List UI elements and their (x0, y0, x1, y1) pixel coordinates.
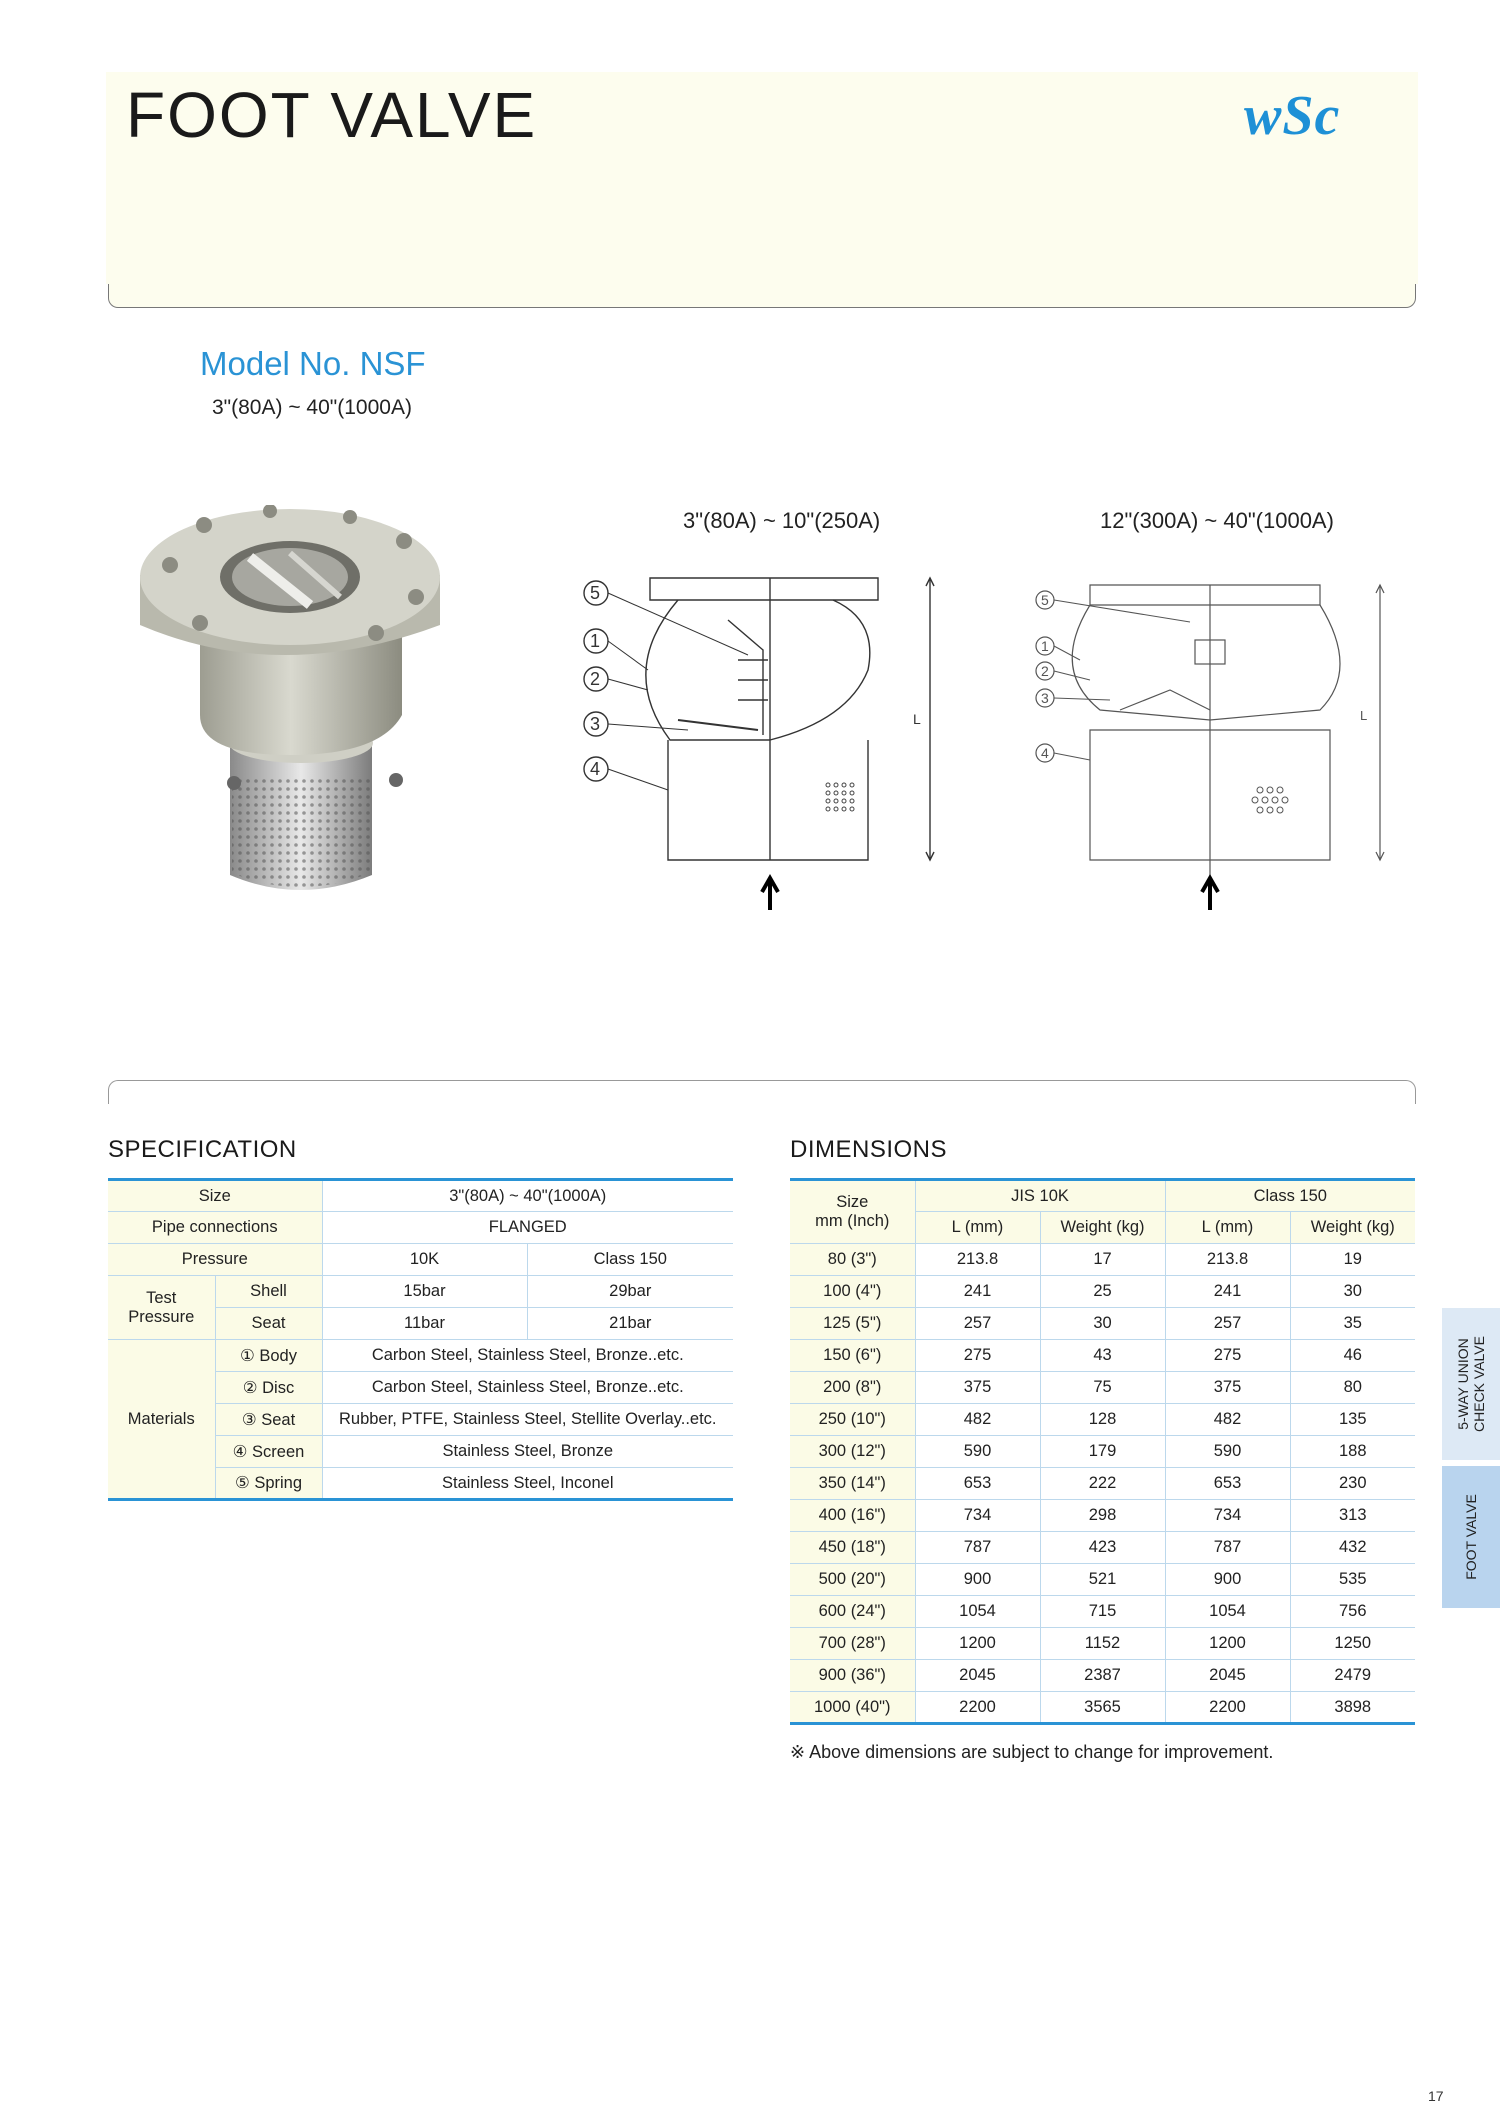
value-cell: 257 (915, 1308, 1040, 1340)
dimensions-table (790, 1178, 1415, 1725)
value-cell: 787 (1165, 1532, 1290, 1564)
table-row (790, 1532, 1415, 1564)
value-cell: 80 (1290, 1372, 1415, 1404)
table-header-row: L (mm) Weight (kg) L (mm) Weight (kg) (790, 1212, 1415, 1244)
size-cell: 150 (6") (790, 1340, 915, 1372)
table-row (790, 1276, 1415, 1308)
brand-logo: wSc (1244, 85, 1341, 147)
size-cell: 900 (36") (790, 1660, 915, 1692)
size-cell: 300 (12") (790, 1436, 915, 1468)
value-cell: 30 (1290, 1276, 1415, 1308)
value-cell: 734 (1165, 1500, 1290, 1532)
value-cell: 375 (1165, 1372, 1290, 1404)
value-cell: 275 (1165, 1340, 1290, 1372)
table-row: Size 3"(80A) ~ 40"(1000A) (108, 1180, 733, 1212)
svg-text:2: 2 (590, 669, 601, 689)
value-cell: 1250 (1290, 1628, 1415, 1660)
value-cell: 213.8 (915, 1244, 1040, 1276)
specification-table (108, 1178, 733, 1501)
side-tab-5-way-union-check-valve[interactable]: 5-WAY UNION CHECK VALVE (1442, 1308, 1500, 1460)
model-range: 3"(80A) ~ 40"(1000A) (212, 396, 412, 419)
size-cell: 250 (10") (790, 1404, 915, 1436)
table-row (790, 1436, 1415, 1468)
value-cell: 46 (1290, 1340, 1415, 1372)
table-row: Seat 11bar 21bar (108, 1308, 733, 1340)
value-cell: 2045 (1165, 1660, 1290, 1692)
value-cell: 179 (1040, 1436, 1165, 1468)
value-cell: 241 (915, 1276, 1040, 1308)
table-row (790, 1692, 1415, 1724)
value-cell: 423 (1040, 1532, 1165, 1564)
drawing-large-caption: 12"(300A) ~ 40"(1000A) (1100, 508, 1334, 533)
table-row: Test Pressure Shell 15bar 29bar (108, 1276, 733, 1308)
value-cell: 2200 (915, 1692, 1040, 1724)
size-cell: 450 (18") (790, 1532, 915, 1564)
value-cell: 1200 (915, 1628, 1040, 1660)
size-header: Size mm (Inch) (790, 1180, 915, 1244)
svg-text:5: 5 (1041, 592, 1049, 608)
foot-valve-photo (140, 505, 480, 905)
value-cell: 275 (915, 1340, 1040, 1372)
table-row (790, 1596, 1415, 1628)
svg-text:2: 2 (1041, 663, 1049, 679)
value-cell: 135 (1290, 1404, 1415, 1436)
table-row: Materials ① Body Carbon Steel, Stainless Steel, Bronze..etc. (108, 1340, 733, 1372)
table-row: Pressure 10K Class 150 (108, 1244, 733, 1276)
table-row (790, 1244, 1415, 1276)
table-row: ② Disc Carbon Steel, Stainless Steel, Bronze..etc. (108, 1372, 733, 1404)
table-row (790, 1564, 1415, 1596)
table-row (790, 1468, 1415, 1500)
technical-drawing-small (578, 560, 948, 910)
size-cell: 700 (28") (790, 1628, 915, 1660)
side-tab-foot-valve[interactable]: FOOT VALVE (1442, 1466, 1500, 1608)
value-cell: 535 (1290, 1564, 1415, 1596)
value-cell: 900 (915, 1564, 1040, 1596)
table-row (790, 1404, 1415, 1436)
size-cell: 400 (16") (790, 1500, 915, 1532)
value-cell: 3565 (1040, 1692, 1165, 1724)
table-row: Pipe connections FLANGED (108, 1212, 733, 1244)
value-cell: 482 (1165, 1404, 1290, 1436)
dimensions-note: ※ Above dimensions are subject to change for improvement. (790, 1742, 1274, 1762)
value-cell: 19 (1290, 1244, 1415, 1276)
value-cell: 222 (1040, 1468, 1165, 1500)
value-cell: 590 (915, 1436, 1040, 1468)
value-cell: 482 (915, 1404, 1040, 1436)
value-cell: 75 (1040, 1372, 1165, 1404)
size-cell: 200 (8") (790, 1372, 915, 1404)
value-cell: 375 (915, 1372, 1040, 1404)
size-cell: 350 (14") (790, 1468, 915, 1500)
model-title: Model No. NSF (200, 345, 426, 382)
table-row (790, 1340, 1415, 1372)
value-cell: 230 (1290, 1468, 1415, 1500)
value-cell: 128 (1040, 1404, 1165, 1436)
value-cell: 653 (915, 1468, 1040, 1500)
page-title: FOOT VALVE (126, 79, 538, 151)
value-cell: 2200 (1165, 1692, 1290, 1724)
table-row: ⑤ Spring Stainless Steel, Inconel (108, 1468, 733, 1500)
drawing-small-caption: 3"(80A) ~ 10"(250A) (683, 508, 881, 533)
value-cell: 3898 (1290, 1692, 1415, 1724)
value-cell: 787 (915, 1532, 1040, 1564)
page-number: 17 (1428, 2088, 1444, 2104)
value-cell: 521 (1040, 1564, 1165, 1596)
technical-drawing-large (1020, 560, 1390, 910)
value-cell: 257 (1165, 1308, 1290, 1340)
table-header-row: Size mm (Inch) JIS 10K Class 150 (790, 1180, 1415, 1212)
value-cell: 298 (1040, 1500, 1165, 1532)
flow-arrow-icon (1202, 878, 1218, 910)
value-cell: 756 (1290, 1596, 1415, 1628)
value-cell: 653 (1165, 1468, 1290, 1500)
table-row: ④ Screen Stainless Steel, Bronze (108, 1436, 733, 1468)
section-divider (108, 1080, 1416, 1104)
size-cell: 80 (3") (790, 1244, 915, 1276)
value-cell: 17 (1040, 1244, 1165, 1276)
svg-text:4: 4 (590, 759, 601, 779)
value-cell: 1152 (1040, 1628, 1165, 1660)
value-cell: 188 (1290, 1436, 1415, 1468)
size-cell: 600 (24") (790, 1596, 915, 1628)
svg-text:3: 3 (1041, 690, 1049, 706)
svg-text:4: 4 (1041, 745, 1049, 761)
value-cell: 2479 (1290, 1660, 1415, 1692)
value-cell: 2045 (915, 1660, 1040, 1692)
svg-text:1: 1 (590, 631, 601, 651)
value-cell: 1200 (1165, 1628, 1290, 1660)
size-cell: 1000 (40") (790, 1692, 915, 1724)
table-row (790, 1372, 1415, 1404)
value-cell: 734 (915, 1500, 1040, 1532)
table-row: ③ Seat Rubber, PTFE, Stainless Steel, Stellite Overlay..etc. (108, 1404, 733, 1436)
value-cell: 2387 (1040, 1660, 1165, 1692)
value-cell: 43 (1040, 1340, 1165, 1372)
size-cell: 125 (5") (790, 1308, 915, 1340)
svg-text:5: 5 (590, 583, 601, 603)
value-cell: 313 (1290, 1500, 1415, 1532)
dimension-label: L (1360, 708, 1368, 723)
size-cell: 100 (4") (790, 1276, 915, 1308)
value-cell: 1054 (1165, 1596, 1290, 1628)
specification-title: SPECIFICATION (108, 1136, 297, 1163)
value-cell: 241 (1165, 1276, 1290, 1308)
dimensions-title: DIMENSIONS (790, 1136, 948, 1163)
value-cell: 25 (1040, 1276, 1165, 1308)
svg-text:3: 3 (590, 714, 601, 734)
value-cell: 213.8 (1165, 1244, 1290, 1276)
value-cell: 900 (1165, 1564, 1290, 1596)
flow-arrow-icon (762, 878, 778, 910)
table-row (790, 1628, 1415, 1660)
table-row (790, 1500, 1415, 1532)
table-row (790, 1660, 1415, 1692)
dimension-label: L (913, 711, 921, 727)
table-row (790, 1308, 1415, 1340)
value-cell: 715 (1040, 1596, 1165, 1628)
value-cell: 30 (1040, 1308, 1165, 1340)
size-cell: 500 (20") (790, 1564, 915, 1596)
value-cell: 1054 (915, 1596, 1040, 1628)
value-cell: 432 (1290, 1532, 1415, 1564)
svg-text:1: 1 (1041, 638, 1049, 654)
value-cell: 35 (1290, 1308, 1415, 1340)
value-cell: 590 (1165, 1436, 1290, 1468)
